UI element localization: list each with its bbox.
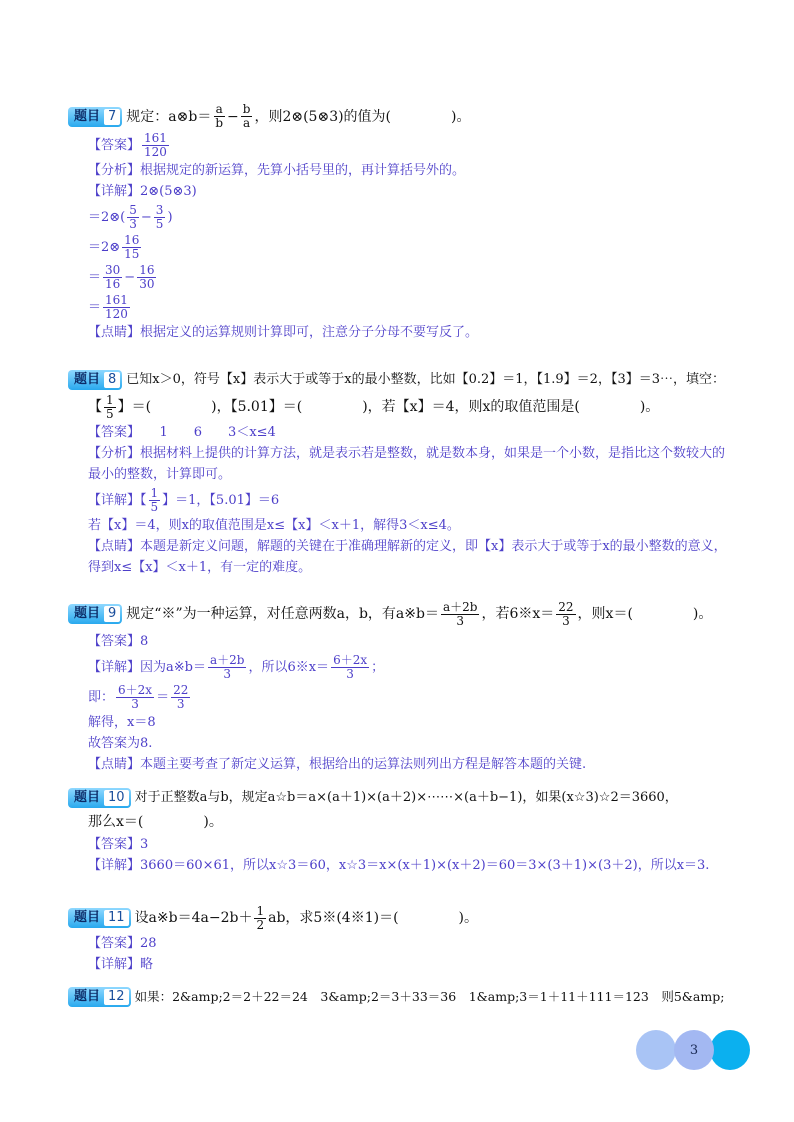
detail-text: ＝2⊗( — [88, 209, 126, 225]
question-text: )。 — [203, 814, 223, 830]
problem-7 — [68, 103, 758, 343]
minus-sign: − — [140, 209, 152, 225]
question-12 — [68, 985, 758, 1009]
question-8 — [68, 368, 758, 392]
answer-text: 【答案】28 — [88, 936, 157, 951]
fraction: $\frac{161}{120}$ — [105, 292, 128, 321]
decor-circle — [636, 1030, 676, 1070]
problem-10 — [68, 786, 758, 876]
fraction: $\frac{1}{5}$ — [106, 392, 114, 421]
detail-text: ) — [167, 209, 173, 225]
question-text: a⊗b＝ — [168, 108, 212, 125]
fraction: $\frac{6+2x}{3}$ — [333, 652, 368, 681]
detail-text: 【详解】【 — [88, 492, 147, 508]
answer-text: 【答案】8 — [88, 634, 149, 649]
tip-text: 【点睛】本题主要考查了新定义运算，根据给出的运算法则列出方程是解答本题的关键. — [88, 757, 587, 772]
fraction: $\frac{161}{120}$ — [144, 130, 167, 159]
detail-text: 【详解】2⊗(5⊗3) — [88, 184, 197, 199]
answer-text: 【答案】3 — [88, 837, 149, 852]
tip-text: 【点睛】根据定义的运算规则计算即可，注意分子分母不要写反了。 — [88, 325, 479, 340]
detail-text: ＝ — [88, 299, 102, 315]
question-text: 】＝( — [117, 399, 152, 415]
problem-11 — [68, 903, 758, 975]
question-text: )，若【x】＝4，则x的取值范围是( — [362, 399, 580, 415]
problem-12 — [68, 985, 758, 1009]
detail-text: 】＝1，【5.01】＝6 — [162, 492, 280, 508]
question-text: 对于正整数a与b，规定a☆b＝a×(a＋1)×(a＋2)×⋯⋯×(a＋b−1)，如果(x☆3)☆2＝3660， — [134, 790, 678, 805]
problem-badge: 题目 9 — [68, 604, 122, 624]
answer-label: 【答案】 — [88, 137, 141, 153]
question-text: ，则2⊗(5⊗3)的值为( — [254, 108, 392, 125]
question-text: )，【5.01】＝( — [211, 399, 303, 415]
analysis-text: 【分析】根据材料上提供的计算方法，就是表示若是整数，就是数本身，如果是一个小数，是指比这个数较大的最小的整数，计算即可。 — [88, 446, 726, 482]
problem-badge: 题目 10 — [68, 788, 131, 808]
analysis-text: 【分析】根据规定的新运算，先算小括号里的，再计算括号外的。 — [88, 163, 466, 178]
solution-8 — [88, 422, 758, 578]
question-text: )。 — [458, 910, 478, 926]
question-text: 规定： — [126, 108, 169, 125]
tip-text: 【点睛】本题是新定义问题，解题的关键在于准确理解新的定义，即【x】表示大于或等于x的最小整数的意义，得到x≤【x】＜x＋1，有一定的难度。 — [88, 539, 727, 575]
question-text: ，若6※x＝ — [481, 606, 555, 622]
problem-badge: 题目 8 — [68, 370, 122, 390]
fraction: $\frac{1}{2}$ — [256, 903, 265, 932]
fraction: $\frac{16}{30}$ — [139, 262, 155, 291]
question-8-line2 — [88, 392, 758, 422]
detail-text: ＝ — [88, 269, 102, 285]
detail-text: 若【x】＝4，则x的取值范围是x≤【x】＜x＋1，解得3＜x≤4。 — [88, 518, 460, 533]
minus-sign: − — [227, 108, 239, 125]
fraction: $\frac{6+2x}{3}$ — [118, 682, 153, 711]
detail-text: ＝ — [156, 689, 170, 705]
question-text: )。 — [451, 108, 471, 125]
problem-badge: 题目 11 — [68, 908, 131, 928]
minus-sign: − — [124, 269, 136, 285]
page-number: 3 — [674, 1030, 714, 1070]
fraction: $\frac{b}{a}$ — [242, 102, 251, 130]
question-text: 如果：2&amp;2＝2＋22＝24 3&amp;2＝3＋33＝36 1&amp;3＝1＋11＋111＝123 则5&amp; — [134, 989, 725, 1004]
detail-text: 解得，x＝8 — [88, 715, 156, 730]
fraction: $\frac{a+2b}{3}$ — [442, 599, 478, 628]
solution-11 — [88, 933, 758, 975]
fraction: $\frac{3}{5}$ — [155, 202, 164, 231]
fraction: $\frac{a+2b}{3}$ — [209, 652, 245, 681]
fraction: $\frac{5}{3}$ — [129, 202, 137, 231]
question-text: 规定“※”为一种运算，对任意两数a，b，有a※b＝ — [126, 606, 439, 622]
fraction: $\frac{16}{15}$ — [124, 232, 140, 261]
answer-text: 【答案】 1 6 3＜x≤4 — [88, 425, 276, 440]
question-text: ，则x＝( — [577, 606, 633, 622]
fraction: $\frac{30}{16}$ — [105, 262, 121, 291]
solution-7 — [88, 130, 758, 343]
question-11 — [68, 903, 758, 933]
solution-10 — [88, 834, 758, 876]
question-9 — [68, 597, 758, 631]
detail-text: 故答案为8. — [88, 736, 153, 751]
detail-text: ，所以6※x＝ — [248, 659, 330, 675]
question-text: 设a※b＝4a−2b＋ — [134, 910, 253, 926]
problem-9 — [68, 597, 758, 775]
question-text: 那么x＝( — [88, 814, 144, 830]
fraction: $\frac{22}{3}$ — [558, 599, 574, 628]
detail-text: 【详解】因为a※b＝ — [88, 659, 206, 675]
fraction: $\frac{1}{5}$ — [150, 485, 159, 514]
fraction: $\frac{a}{b}$ — [215, 102, 224, 130]
problem-badge: 题目 12 — [68, 987, 131, 1007]
detail-text: ＝2⊗ — [88, 239, 121, 255]
question-text: )。 — [692, 606, 713, 622]
question-text: 【 — [88, 399, 102, 415]
fraction: $\frac{22}{3}$ — [173, 682, 189, 711]
question-text: ab，求5※(4※1)＝( — [268, 910, 399, 926]
detail-text: ； — [371, 659, 385, 675]
detail-text: 【详解】3660＝60×61，所以x☆3＝60，x☆3＝x×(x＋1)×(x＋2)＝60＝3×(3＋1)×(3＋2)，所以x＝3. — [88, 858, 710, 873]
decor-circle — [710, 1030, 750, 1070]
question-text: 已知x＞0，符号【x】表示大于或等于x的最小整数，比如【0.2】＝1，【1.9】＝2，【3】＝3⋯，填空： — [126, 372, 725, 387]
question-text: )。 — [639, 399, 660, 415]
detail-text: 即： — [88, 689, 115, 705]
problem-badge: 题目 7 — [68, 107, 122, 127]
question-7 — [68, 103, 758, 130]
question-10-line2 — [88, 810, 758, 834]
problem-8 — [68, 368, 758, 578]
page-number-decoration — [636, 1030, 756, 1070]
solution-9 — [88, 631, 758, 775]
detail-text: 【详解】略 — [88, 957, 154, 972]
question-10 — [68, 786, 758, 810]
